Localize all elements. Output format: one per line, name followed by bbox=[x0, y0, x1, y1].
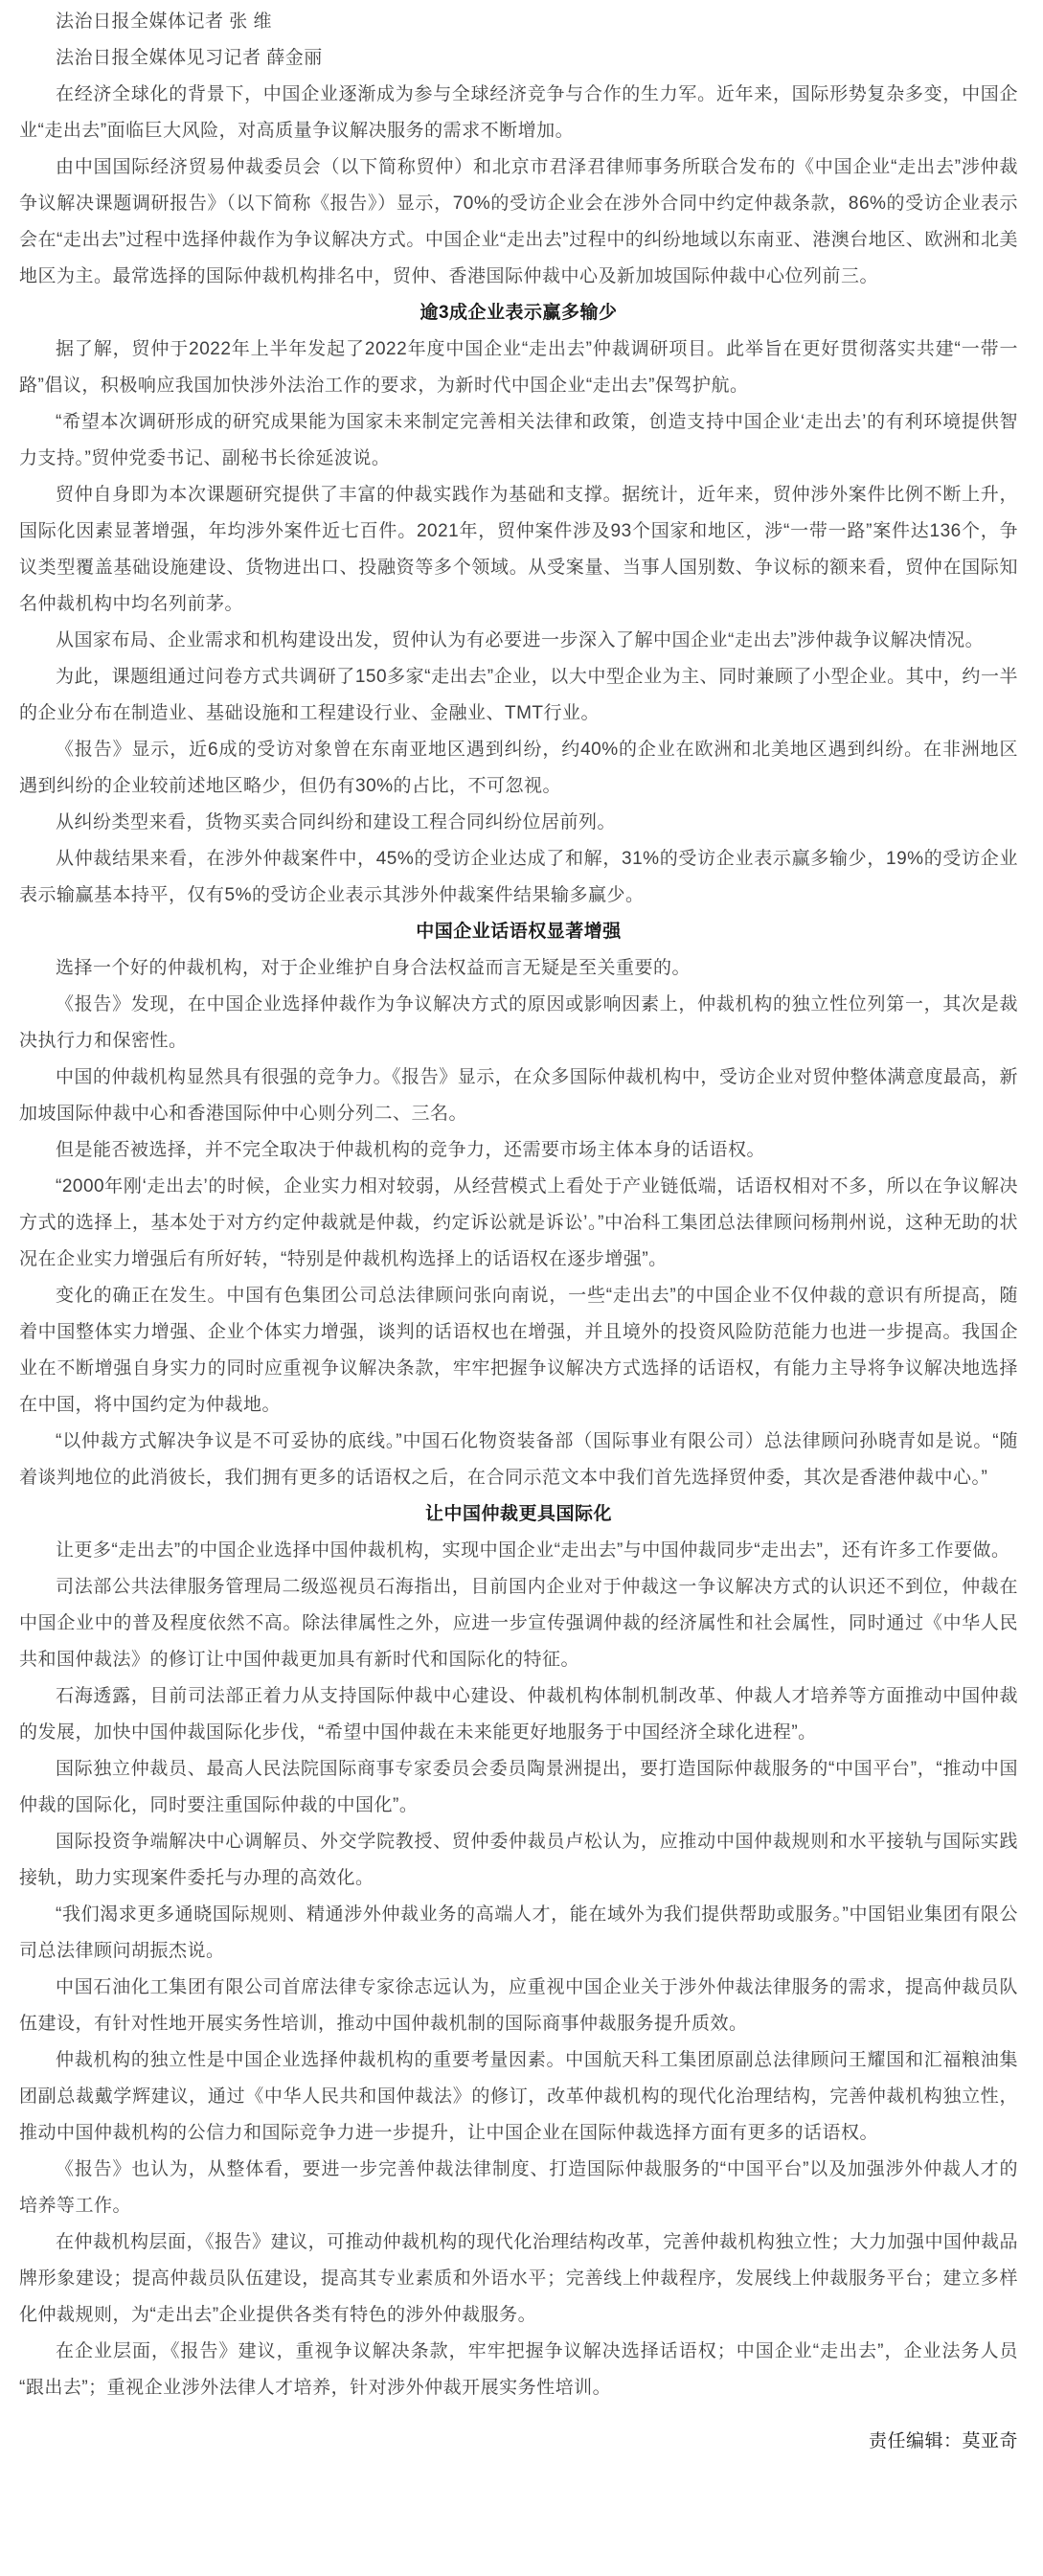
editor-label: 责任编辑：莫亚奇 bbox=[868, 2431, 1018, 2451]
editor-footer bbox=[19, 2424, 1018, 2460]
article-paragraph: 选择一个好的仲裁机构，对于企业维护自身合法权益而言无疑是至关重要的。 bbox=[56, 958, 692, 978]
article-paragraph: “以仲裁方式解决争议是不可妥协的底线。”中国石化物资装备部（国际事业有限公司）总法律顾问孙晓青如是说。“随着谈判地位的此消彼长，我们拥有更多的话语权之后，在合同示范文本中我们首先选择贸仲委，其次是香港仲裁中心。” bbox=[19, 1431, 1018, 1488]
article-paragraph: 国际独立仲裁员、最高人民法院国际商事专家委员会委员陶景洲提出，要打造国际仲裁服务的“中国平台”，“推动中国仲裁的国际化，同时要注重国际仲裁的中国化”。 bbox=[19, 1759, 1018, 1815]
section-heading: 逾3成企业表示赢多输少 bbox=[419, 303, 618, 323]
article-paragraph: “我们渴求更多通晓国际规则、精通涉外仲裁业务的高端人才，能在域外为我们提供帮助或服务。”中国铝业集团有限公司总法律顾问胡振杰说。 bbox=[19, 1904, 1018, 1961]
article-paragraph: 《报告》也认为，从整体看，要进一步完善仲裁法律制度、打造国际仲裁服务的“中国平台”以及加强涉外仲裁人才的培养等工作。 bbox=[19, 2159, 1018, 2216]
byline: 法治日报全媒体记者 张 维 bbox=[56, 11, 273, 32]
article-paragraph: 贸仲自身即为本次课题研究提供了丰富的仲裁实践作为基础和支撑。据统计，近年来，贸仲涉外案件比例不断上升，国际化因素显著增强，年均涉外案件近七百件。2021年，贸仲案件涉及93个国家和地区，涉“一带一路”案件达136个，争议类型覆盖基础设施建设、货物进出口、投融资等多个领域。从受案量、当事人国别数、争议标的额来看，贸仲在国际知名仲裁机构中均名列前茅。 bbox=[19, 485, 1018, 614]
byline: 法治日报全媒体见习记者 薛金丽 bbox=[56, 48, 323, 68]
article-paragraph: 由中国国际经济贸易仲裁委员会（以下简称贸仲）和北京市君泽君律师事务所联合发布的《中国企业“走出去”涉仲裁争议解决课题调研报告》（以下简称《报告》）显示，70%的受访企业会在涉外合同中约定仲裁条款，86%的受访企业表示会在“走出去”过程中选择仲裁作为争议解决方式。中国企业“走出去”过程中的纠纷地域以东南亚、港澳台地区、欧洲和北美地区为主。最常选择的国际仲裁机构排名中，贸仲、香港国际仲裁中心及新加坡国际仲裁中心位列前三。 bbox=[19, 157, 1018, 286]
article-paragraph: “2000年刚‘走出去’的时候，企业实力相对较弱，从经营模式上看处于产业链低端，话语权相对不多，所以在争议解决方式的选择上，基本处于对方约定仲裁就是仲裁，约定诉讼就是诉讼’。”中冶科工集团总法律顾问杨荆州说，这种无助的状况在企业实力增强后有所好转，“特别是仲裁机构选择上的话语权在逐步增强”。 bbox=[19, 1176, 1018, 1269]
article-body bbox=[19, 4, 1018, 2406]
article-paragraph: 在企业层面，《报告》建议，重视争议解决条款，牢牢把握争议解决选择话语权；中国企业“走出去”，企业法务人员“跟出去”；重视企业涉外法律人才培养，针对涉外仲裁开展实务性培训。 bbox=[19, 2341, 1018, 2398]
article-paragraph: 但是能否被选择，并不完全取决于仲裁机构的竞争力，还需要市场主体本身的话语权。 bbox=[56, 1140, 766, 1160]
article-paragraph: 让更多“走出去”的中国企业选择中国仲裁机构，实现中国企业“走出去”与中国仲裁同步“走出去”，还有许多工作要做。 bbox=[56, 1540, 1010, 1561]
article-paragraph: 中国石油化工集团有限公司首席法律专家徐志远认为，应重视中国企业关于涉外仲裁法律服务的需求，提高仲裁员队伍建设，有针对性地开展实务性培训，推动中国仲裁机制的国际商事仲裁服务提升质效。 bbox=[19, 1977, 1018, 2034]
article-paragraph: 《报告》发现，在中国企业选择仲裁作为争议解决方式的原因或影响因素上，仲裁机构的独立性位列第一，其次是裁决执行力和保密性。 bbox=[19, 994, 1018, 1051]
article-paragraph: 石海透露，目前司法部正着力从支持国际仲裁中心建设、仲裁机构体制机制改革、仲裁人才培养等方面推动中国仲裁的发展，加快中国仲裁国际化步伐，“希望中国仲裁在未来能更好地服务于中国经济全球化进程”。 bbox=[19, 1686, 1018, 1743]
article-paragraph: “希望本次调研形成的研究成果能为国家未来制定完善相关法律和政策，创造支持中国企业‘走出去’的有利环境提供智力支持。”贸仲党委书记、副秘书长徐延波说。 bbox=[19, 412, 1018, 468]
article-paragraph: 国际投资争端解决中心调解员、外交学院教授、贸仲委仲裁员卢松认为，应推动中国仲裁规则和水平接轨与国际实践接轨，助力实现案件委托与办理的高效化。 bbox=[19, 1832, 1018, 1888]
article-paragraph: 据了解，贸仲于2022年上半年发起了2022年度中国企业“走出去”仲裁调研项目。此举旨在更好贯彻落实共建“一带一路”倡议，积极响应我国加快涉外法治工作的要求，为新时代中国企业“走出去”保驾护航。 bbox=[19, 339, 1018, 396]
article-paragraph: 在仲裁机构层面，《报告》建议，可推动仲裁机构的现代化治理结构改革，完善仲裁机构独立性；大力加强中国仲裁品牌形象建设；提高仲裁员队伍建设，提高其专业素质和外语水平；完善线上仲裁程序，发展线上仲裁服务平台；建立多样化仲裁规则，为“走出去”企业提供各类有特色的涉外仲裁服务。 bbox=[19, 2232, 1018, 2325]
article-paragraph: 为此，课题组通过问卷方式共调研了150多家“走出去”企业，以大中型企业为主、同时兼顾了小型企业。其中，约一半的企业分布在制造业、基础设施和工程建设行业、金融业、TMT行业。 bbox=[19, 667, 1018, 723]
article-paragraph: 司法部公共法律服务管理局二级巡视员石海指出，目前国内企业对于仲裁这一争议解决方式的认识还不到位，仲裁在中国企业中的普及程度依然不高。除法律属性之外，应进一步宣传强调仲裁的经济属性和社会属性，同时通过《中华人民共和国仲裁法》的修订让中国仲裁更加具有新时代和国际化的特征。 bbox=[19, 1577, 1018, 1670]
section-heading: 让中国仲裁更具国际化 bbox=[424, 1504, 612, 1524]
article-paragraph: 从纠纷类型来看，货物买卖合同纠纷和建设工程合同纠纷位居前列。 bbox=[56, 812, 617, 832]
article-paragraph: 从国家布局、企业需求和机构建设出发，贸仲认为有必要进一步深入了解中国企业“走出去”涉仲裁争议解决情况。 bbox=[56, 630, 985, 650]
article-paragraph: 中国的仲裁机构显然具有很强的竞争力。《报告》显示，在众多国际仲裁机构中，受访企业对贸仲整体满意度最高，新加坡国际仲裁中心和香港国际仲中心则分列二、三名。 bbox=[19, 1067, 1018, 1124]
article-paragraph: 在经济全球化的背景下，中国企业逐渐成为参与全球经济竞争与合作的生力军。近年来，国际形势复杂多变，中国企业“走出去”面临巨大风险，对高质量争议解决服务的需求不断增加。 bbox=[19, 84, 1018, 141]
article-paragraph: 仲裁机构的独立性是中国企业选择仲裁机构的重要考量因素。中国航天科工集团原副总法律顾问王耀国和汇福粮油集团副总裁戴学辉建议，通过《中华人民共和国仲裁法》的修订，改革仲裁机构的现代化治理结构，完善仲裁机构独立性，推动中国仲裁机构的公信力和国际竞争力进一步提升，让中国企业在国际仲裁选择方面有更多的话语权。 bbox=[19, 2050, 1018, 2143]
article-paragraph: 从仲裁结果来看，在涉外仲裁案件中，45%的受访企业达成了和解，31%的受访企业表示赢多输少，19%的受访企业表示输赢基本持平，仅有5%的受访企业表示其涉外仲裁案件结果输多赢少。 bbox=[19, 849, 1018, 905]
article-paragraph: 变化的确正在发生。中国有色集团公司总法律顾问张向南说，一些“走出去”的中国企业不仅仲裁的意识有所提高，随着中国整体实力增强、企业个体实力增强，谈判的话语权也在增强，并且境外的投资风险防范能力也进一步提高。我国企业在不断增强自身实力的同时应重视争议解决条款，牢牢把握争议解决方式选择的话语权，有能力主导将争议解决地选择在中国，将中国约定为仲裁地。 bbox=[19, 1286, 1018, 1415]
article-paragraph: 《报告》显示，近6成的受访对象曾在东南亚地区遇到纠纷，约40%的企业在欧洲和北美地区遇到纠纷。在非洲地区遇到纠纷的企业较前述地区略少，但仍有30%的占比，不可忽视。 bbox=[19, 740, 1018, 796]
section-heading: 中国企业话语权显著增强 bbox=[416, 922, 622, 942]
